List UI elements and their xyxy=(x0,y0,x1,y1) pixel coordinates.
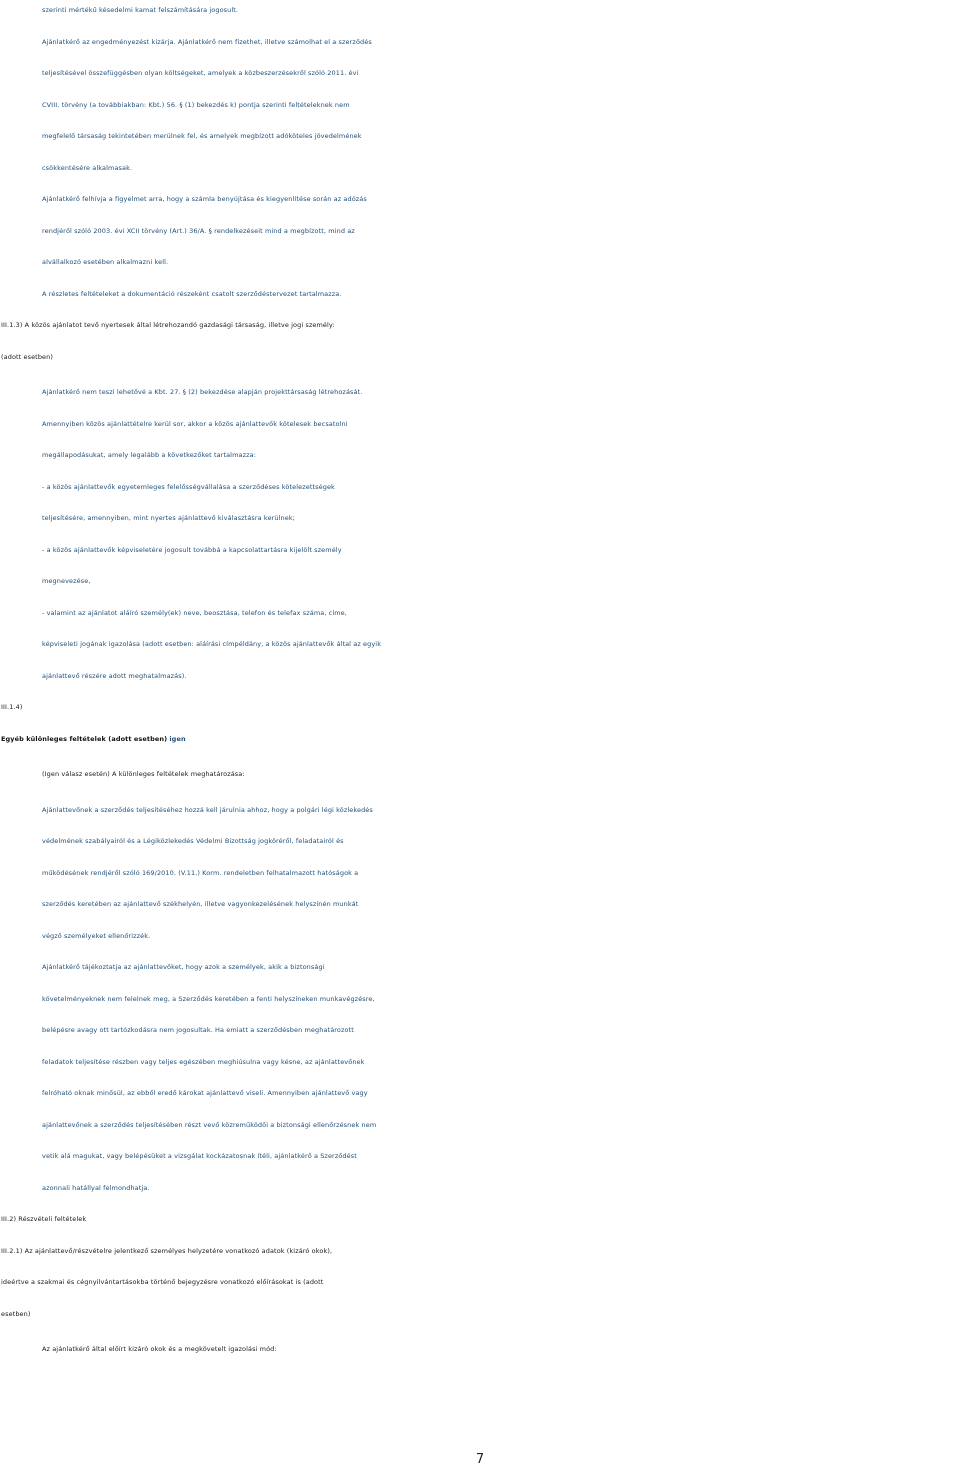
text-line: azonnali hatállyal felmondhatja. xyxy=(42,1183,150,1192)
section-heading: (adott esetben) xyxy=(1,352,53,361)
text-line: követelményeknek nem felelnek meg, a Szerződés keretében a fenti helyszíneken munkavégzésre, xyxy=(42,994,375,1003)
text-line: CVIII. törvény (a továbbiakban: Kbt.) 56. § (1) bekezdés k) pontja szerinti feltételeknek nem xyxy=(42,100,350,109)
text-line: Ajánlatkérő felhívja a figyelmet arra, hogy a számla benyújtása és kiegyenlítése során az adózás xyxy=(42,195,367,203)
text-line: vetik alá magukat, vagy belépésüket a vizsgálat kockázatosnak ítéli, ajánlatkérő a Szerződést xyxy=(42,1152,357,1160)
section-3-2-heading: III.2) Részvételi feltételek xyxy=(1,1215,87,1223)
text-line: Amennyiben közös ajánlattételre kerül sor, akkor a közös ajánlattevők kötelesek becsatolni xyxy=(42,419,348,428)
section-heading: III.2.1) Az ajánlattevő/részvételre jelentkező személyes helyzetére vonatkozó adatok (kizáró okok), xyxy=(1,1246,333,1255)
answer-value: igen xyxy=(169,734,186,743)
text-line: megnevezése, xyxy=(42,577,91,585)
page-number: 7 xyxy=(475,1452,485,1467)
text-line: ajánlattevő részére adott meghatalmazás). xyxy=(42,671,187,680)
text-line: - valamint az ajánlatot aláíró személy(ek) neve, beosztása, telefon és telefax száma, címe, xyxy=(42,608,347,617)
text-line: védelmének szabályairól és a Légiközlekedés Védelmi Bizottság jogköréről, feladatairól és xyxy=(42,837,344,845)
text-line: Ajánlatkérő tájékoztatja az ajánlattevőket, hogy azok a személyek, akik a biztonsági xyxy=(42,963,325,971)
text-line: teljesítésével összefüggésben olyan költségeket, amelyek a közbeszerzésekről szóló 2011. évi xyxy=(42,69,359,77)
text-line: felróható oknak minősül, az ebből eredő károkat ajánlattevő viseli. Amennyiben ajánlattevő vagy xyxy=(42,1089,368,1097)
section-heading: III.1.3) A közös ajánlatot tevő nyertesek által létrehozandó gazdasági társaság, illetve jogi személy: xyxy=(1,321,335,329)
section-number: III.1.4) xyxy=(1,703,23,711)
text-line: végző személyeket ellenőrizzék. xyxy=(42,931,151,940)
text-line: működésének rendjéről szóló 169/2010. (V.11.) Korm. rendeletben felhatalmazott hatóságok a xyxy=(42,868,359,877)
text-line: A részletes feltételeket a dokumentáció részeként csatolt szerződéstervezet tartalmazza. xyxy=(42,289,342,298)
text-line: Ajánlatkérő az engedményezést kizárja. Ajánlatkérő nem fizethet, illetve számolhat el a szerződés xyxy=(42,37,372,46)
payment-conditions-block xyxy=(0,0,960,310)
subheading: (Igen válasz esetén) A különleges feltételek meghatározása: xyxy=(42,770,245,778)
section-title: Egyéb különleges feltételek (adott esetben) xyxy=(1,734,168,743)
text-line: csökkentésére alkalmasak. xyxy=(42,163,133,172)
subheading: Az ajánlatkérő által előírt kizáró okok és a megkövetelt igazolási mód: xyxy=(42,1345,277,1353)
text-line: rendjéről szóló 2003. évi XCII törvény (Art.) 36/A. § rendelkezéseit mind a megbízott, mind az xyxy=(42,226,355,235)
section-3-1-3 xyxy=(0,310,960,692)
section-3-2-1 xyxy=(0,1236,960,1366)
text-line: Ajánlattevőnek a szerződés teljesítéséhez hozzá kell járulnia ahhoz, hogy a polgári légi közlekedés xyxy=(42,805,373,814)
section-heading: esetben) xyxy=(1,1309,31,1318)
text-line: képviseleti jogának igazolása (adott esetben: aláírási címpéldány, a közös ajánlattevők által az egyik xyxy=(42,640,382,648)
section-heading: ideértve a szakmai és cégnyilvántartásokba történő bejegyzésre vonatkozó előírásokat is (adott xyxy=(1,1278,324,1286)
text-line: szerinti mértékű késedelmi kamat felszámítására jogosult. xyxy=(42,6,239,14)
text-line: - a közös ajánlattevők egyetemleges felelősségvállalása a szerződéses kötelezettségek xyxy=(42,482,335,491)
text-line: alvállalkozó esetében alkalmazni kell. xyxy=(42,258,169,266)
text-line: Ajánlatkérő nem teszi lehetővé a Kbt. 27. § (2) bekezdése alapján projekttársaság létrehozását. xyxy=(42,388,363,396)
text-line: feladatok teljesítése részben vagy teljes egészében meghiúsulna vagy késne, az ajánlattevőnek xyxy=(42,1057,365,1066)
text-line: ajánlattevőnek a szerződés teljesítésében részt vevő közreműködői a biztonsági ellenőrzésnek nem xyxy=(42,1120,377,1129)
text-line: szerződés keretében az ajánlattevő székhelyén, illetve vagyonkezelésének helyszínén munkát xyxy=(42,900,359,908)
section-title-row xyxy=(0,724,960,756)
text-line: belépésre avagy ott tartózkodásra nem jogosultak. Ha emiatt a szerződésben meghatározott xyxy=(42,1026,354,1034)
text-line: megállapodásukat, amely legalább a következőket tartalmazza: xyxy=(42,451,256,459)
section-3-1-4 xyxy=(0,692,960,1204)
text-line: teljesítésére, amennyiben, mint nyertes ajánlattevő kiválasztásra kerülnek; xyxy=(42,514,296,522)
text-line: - a közös ajánlattevők képviseletére jogosult továbbá a kapcsolattartásra kijelölt személy xyxy=(42,545,342,554)
text-line: megfelelő társaság tekintetében merülnek fel, és amelyek megbízott adóköteles jövedelmének xyxy=(42,132,362,140)
